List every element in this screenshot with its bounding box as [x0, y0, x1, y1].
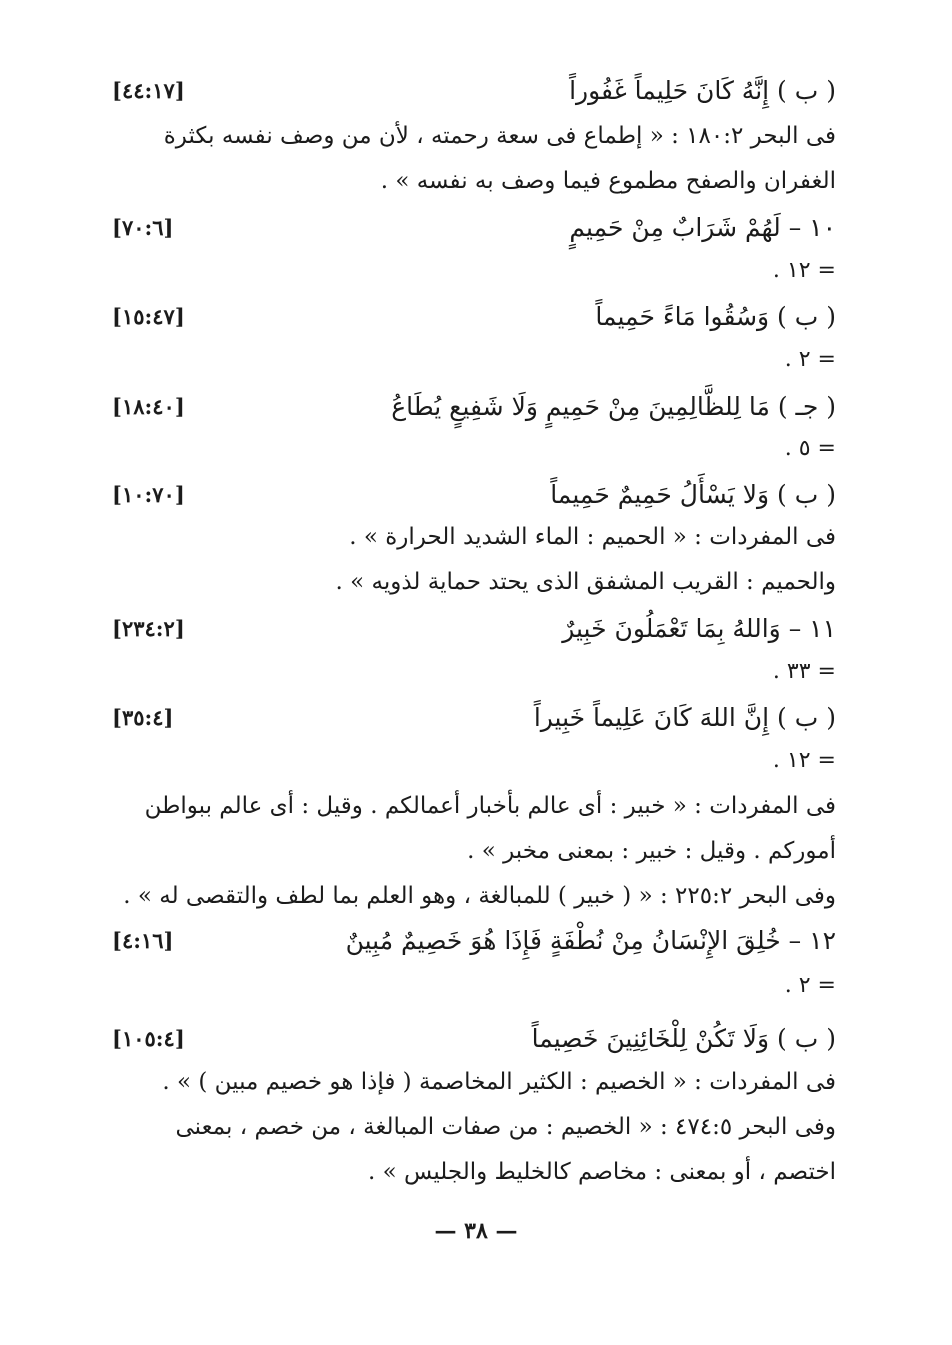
commentary-text: فى المفردات : « الحميم : الماء الشديد الحرارة » . — [349, 524, 836, 550]
count-line — [112, 963, 836, 1007]
count-text: = ٣٣ . — [772, 658, 836, 684]
commentary-line — [112, 159, 836, 203]
verse-reference: [٢٣٤:٢] — [112, 615, 185, 641]
commentary-line — [112, 1060, 836, 1104]
count-text: = ٥ . — [784, 435, 836, 461]
count-text: = ١٢ . — [772, 747, 836, 773]
commentary-text: أموركم . وقيل : خبير : بمعنى مخبر » . — [467, 838, 836, 864]
count-text: = ٢ . — [784, 972, 836, 998]
commentary-text: اختصم ، أو بمعنى : مخاصم كالخليط والجليس » . — [368, 1159, 836, 1185]
verse-line — [112, 695, 836, 739]
verse-line — [112, 205, 836, 249]
verse-line — [112, 918, 836, 962]
count-line — [112, 337, 836, 381]
count-line — [112, 426, 836, 470]
commentary-text: الغفران والصفح مطموع فيما وصف به نفسه » . — [380, 168, 836, 194]
commentary-text: فى المفردات : « خبير : أى عالم بأخبار أعمالكم . وقيل : أى عالم ببواطن — [144, 793, 836, 819]
verse-text: ( جـ ) مَا لِلظَّالِمِينَ مِنْ حَمِيمٍ وَلَا شَفِيعٍ يُطَاعُ — [391, 391, 836, 421]
commentary-line — [112, 560, 836, 604]
commentary-text: فى البحر ١٨٠:٢ : « إطماع فى سعة رحمته ، لأن من وصف نفسه بكثرة — [163, 123, 836, 149]
commentary-line — [112, 114, 836, 158]
verse-line — [112, 472, 836, 516]
verse-line — [112, 606, 836, 650]
commentary-line — [112, 874, 836, 918]
commentary-line — [112, 784, 836, 828]
commentary-text: والحميم : القريب المشفق الذى يحتد حماية لذويه » . — [335, 569, 836, 595]
count-text: = ٢ . — [784, 346, 836, 372]
commentary-line — [112, 515, 836, 559]
verse-reference: [١٠٥:٤] — [112, 1025, 185, 1051]
verse-reference: [٤٤:١٧] — [112, 77, 185, 103]
commentary-line — [112, 1150, 836, 1194]
commentary-text: وفى البحر ٤٧٤:٥ : « الخصيم : من صفات المبالغة ، من خصم ، بمعنى — [175, 1114, 836, 1140]
verse-line — [112, 1016, 836, 1060]
verse-line — [112, 384, 836, 428]
commentary-text: وفى البحر ٢٢٥:٢ : « ( خبير ) للمبالغة ، وهو العلم بما لطف والتقصى له » . — [123, 883, 836, 909]
commentary-line — [112, 829, 836, 873]
page-number: — ٣٨ — — [434, 1218, 518, 1244]
count-line — [112, 649, 836, 693]
verse-reference: [١٥:٤٧] — [112, 303, 185, 329]
verse-line — [112, 294, 836, 338]
commentary-text: فى المفردات : « الخصيم : الكثير المخاصمة ( فإذا هو خصيم مبين ) » . — [162, 1069, 836, 1095]
verse-text: ( ب ) وَلا يَسْأَلُ حَمِيمٌ حَمِيماً — [550, 479, 836, 509]
verse-line — [112, 68, 836, 112]
verse-reference: [١٨:٤٠] — [112, 393, 185, 419]
verse-text: ( ب ) وَلَا تَكُنْ لِلْخَائِنِينَ خَصِيماً — [531, 1023, 836, 1053]
verse-reference: [١٠:٧٠] — [112, 481, 185, 507]
verse-reference: [٤:١٦] — [112, 927, 174, 953]
count-line — [112, 248, 836, 292]
commentary-line — [112, 1105, 836, 1149]
verse-text: ١٠ – لَهُمْ شَرَابٌ مِنْ حَمِيمٍ — [569, 212, 836, 242]
verse-text: ١٢ – خُلِقَ الإِنْسَانُ مِنْ نُطْفَةٍ فَإِذَا هُوَ خَصِيمٌ مُبِينٌ — [345, 925, 836, 955]
count-line — [112, 738, 836, 782]
verse-reference: [٣٥:٤] — [112, 704, 174, 730]
verse-text: ١١ – وَاللهُ بِمَا تَعْمَلُونَ خَبِيرٌ — [562, 613, 836, 643]
verse-text: ( ب ) وَسُقُوا مَاءً حَمِيماً — [595, 301, 836, 331]
verse-text: ( ب ) إِنَّ اللهَ كَانَ عَلِيماً خَبِيراً — [533, 702, 836, 732]
count-text: = ١٢ . — [772, 257, 836, 283]
verse-reference: [٧٠:٦] — [112, 214, 174, 240]
verse-text: ( ب ) إِنَّهُ كَانَ حَلِيماً غَفُوراً — [569, 75, 836, 105]
